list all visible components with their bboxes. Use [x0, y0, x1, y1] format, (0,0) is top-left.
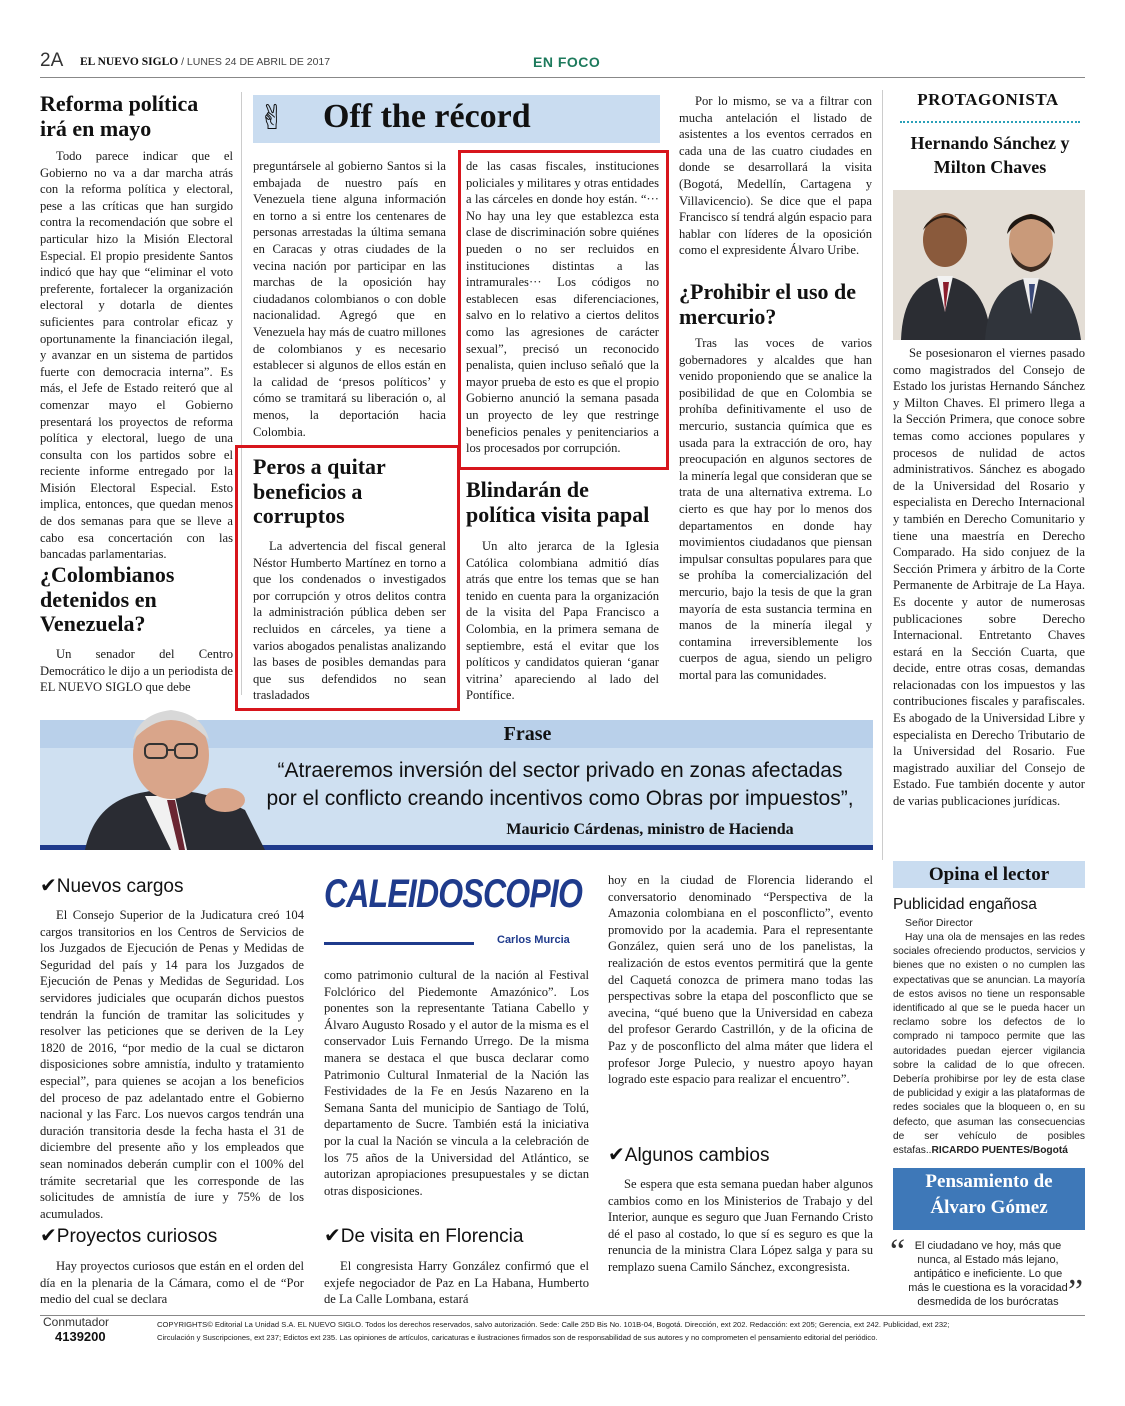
- article-title-colombianos: ¿Colombianos detenidos en Venezuela?: [40, 562, 175, 637]
- conmutador-label: Conmutador: [43, 1315, 110, 1329]
- opina-lector-label: Opina el lector: [928, 864, 1050, 885]
- article-body-venezuela: preguntársele al gobierno Santos si la embajada de nuestro país en Venezuela tiene alguna información en torno a si entre los centenares de personas arrestadas la última semana en Caracas y otras ciudades de la vecina nación por participar en las marchas de la oposición hay ciudadanos colombianos o con doble nacionalidad. Agregó que en Venezuela hay más de cuatro millones de colombianos y es necesario establecer si algunos de ellos están en la calidad de ‘presos políticos’ y cómo se tramitará su liberación o, al menos, la deportación hacia Colombia.: [253, 159, 446, 439]
- article-body-blindaran: Un alto jerarca de la Iglesia Católica colombiana admitió días atrás que entre los temas que se han tenido en cuenta para la organización de la visita del Papa Francisco a Colombia, en la primera semana de septiembre, está el evitar que los políticos y candidatos quieran ‘ganar vitrina’ apareciendo al lado del Pontífice.: [466, 539, 659, 703]
- frase-author: Mauricio Cárdenas, ministro de Hacienda: [506, 821, 794, 838]
- nuevos-cargos-body: El Consejo Superior de la Judicatura creó 104 cargos transitorios en los Centros de Servicios de los Juzgados de Ejecución de Penas y Medidas de Seguridad del país y 14 para los Juzgados de Ejecución de Penas y Medidas de Seguridad. Los servidores judiciales que ocuparán dichos puestos tendrán la función de tramitar las solicitudes y resolver las peticiones que se deriven de la Ley 1820 de 2016, “por medio de la cual se dictaron disposiciones sobre amnistía, indulto y tratamiento especial”, para quienes se acojan a los beneficios del proceso de paz adelantado entre el Gobierno nacional y las Farc. Los nuevos cargos tendrán una duración transitoria desde la fecha hasta el 31 de diciembre del presente año y los empleados que sean nominados deberán cumplir con el 100% del trámite secretarial que les corresponde de las solicitudes de amnistía de iure y 75% de los acumulados.: [40, 908, 304, 1221]
- checkmark-icon: ✔: [40, 873, 57, 897]
- frase-quote-line1: “Atraeremos inversión del sector privado en zonas afectadas: [277, 759, 843, 782]
- article-body-mercurio: Tras las voces de varios gobernadores y alcaldes que han venido proponiendo que se analice la posibilidad de que en Colombia se prohíba definitivamente el uso de mercurio, sustancia química que es usada para la extracción de oro, hay preocupación en algunos sectores de la minería legal que consideran que se trata de una alternativa extrema. Lo cierto es que hay por lo menos dos departamentos en donde hay movimientos ciudadanos que piensan impulsar consultas populares para que se prohíba la comercialización del mercurio, bajo la tesis de que la gran mayoría de esta sustancia termina en manos de la minería ilegal y contamina irreversiblemente los cuerpos de agua, siendo un peligro mortal para las comunidades.: [679, 336, 872, 682]
- copyright-line1: COPYRIGHTS© Editorial La Unidad S.A. EL NUEVO SIGLO. Todos los derechos reservados, salvo autorización. Sede: Calle 25D Bis No. 101B-04, Bogotá. Dirección, ext 202. Redacción: ext 205; Gerencia, ext 242. Publicidad, ext 232;: [157, 1320, 950, 1329]
- letter-signature: RICARDO PUENTES/Bogotá: [931, 1145, 1068, 1157]
- article-body-peros: La advertencia del fiscal general Néstor Humberto Martínez en torno a que los condenados o investigados por corrupción y otros delitos contra la administración pública deben ser recluidos en cárceles, ya tiene a varios abogados penalistas analizando las bases de posibles demandas para que sus defendidos no sean trasladados: [253, 539, 446, 703]
- protagonista-photo: [893, 190, 1085, 340]
- checkmark-icon: ✔: [324, 1223, 341, 1247]
- algunos-cambios-heading: ✔Algunos cambios: [608, 1142, 770, 1166]
- issue-date: / LUNES 24 DE ABRIL DE 2017: [181, 56, 331, 68]
- section-label: EN FOCO: [533, 54, 601, 70]
- visita-florencia-heading: ✔De visita en Florencia: [324, 1223, 524, 1247]
- minister-portrait: [75, 700, 290, 850]
- article-body-reforma: Todo parece indicar que el Gobierno no va a dar marcha atrás con la reforma política y electoral, pese a las críticas que han surgido contra la recomendación que sobre el particular hizo la Misión Electoral Especial. El propio presidente Santos indicó que hay que “eliminar el voto preferente, fortalecer la organización electoral y dotarla de dientes suficientes para controlar eficaz y oportunamente la financiación ilegal, y avanzar en un sistema de partidos fuerte con democracia interna”. Es más, el Jefe de Estado reiteró que al comenzar mayo el Gobierno presentará los proyectos de reforma política y electoral, luego de una consulta con los partidos sobre el reciente informe entregado por la Misión Electoral Especial. Esto implica, entonces, que quedan menos de dos semanas para que se lleve a cabo esa concertación con las bancadas parlamentarias.: [40, 149, 233, 562]
- article-title-reforma: Reforma política irá en mayo: [40, 91, 199, 141]
- columnist-name: Carlos Murcia: [497, 934, 570, 946]
- article-body-casas-fiscales: de las casas fiscales, instituciones policiales y militares y otras entidades a las cárceles en donde hoy están. “··· No hay una ley que establezca esta clase de discriminación sobre quiénes pueden o no ser recluidos en instituciones distintas a las intramurales··· Los códigos no establecen esas diferenciaciones, salvo en lo relativo a ciertos delitos como las agresiones de carácter sexual”, precisó un reconocido penalista, quien incluso señaló que la mayor prueba de esto es que el propio Gobierno anunció la semana pasada un proyecto de ley que restringe beneficios penales y penitenciarios a los procesados por corrupción.: [466, 159, 659, 456]
- letter-body: Hay una ola de mensajes en las redes sociales ofreciendo productos, servicios y bienes que no existen o no cumplen las expectativas que se anuncian. La mayoría de estos avisos no tiene un responsable identificado al que se le pueda hacer un reclamo sobre los defectos de lo comprado ni tampoco permite que las autoridades puedan ejercer vigilancia sobre la calidad de lo que ofrecen. Debería prohibirse por ley de esta clase de publicidad y exigir a las plataformas de redes sociales que la bloqueen o, en su defecto, que asuman las consecuencias de ser vehículo de posibles estafas..RICARDO PUENTES/Bogotá: [893, 932, 1085, 1157]
- letter-title: Publicidad engañosa: [893, 896, 1037, 913]
- protagonista-body: Se posesionaron el viernes pasado como magistrados del Consejo de Estado los juristas Hernando Sánchez y Milton Chaves. El primero llega a la Sección Primera, que conoce sobre temas como acciones populares y procesos de nulidad de actos administrativos. Sánchez es abogado de la Universidad del Rosario y especialista en Derecho Internacional y también en Derecho Comunitario y tiene una maestría en Derecho Comparado. Ha sido conjuez de la Sección Primera y árbitro de la Corte Permanente de Arbitraje de La Haya. Es docente y autor de numerosas publicaciones sobre Derecho Internacional. Entretanto Chaves estará en la Sección Cuarta, que decide, entre otras cosas, demandas relacionadas con los impuestos y las contribuciones fiscales y parafiscales. Es abogado de la Universidad Libre y especialista en Derecho Tributario de la Universidad del Rosario. Fue magistrado auxiliar del Consejo de Estado. Fue también docente y autor de varias publicaciones jurídicas.: [893, 346, 1085, 809]
- masthead-name: [80, 56, 330, 68]
- algunos-cambios-body: Se espera que esta semana puedan haber algunos cambios como en los Ministerios de Trabajo y del Interior, aunque es seguro que Juan Fernando Cristo dé el paso al costado, lo que sí es seguro es que la renuncia de la ministra Clara López salga y para su remplazo suena Camilo Sánchez, excongresista.: [608, 1177, 873, 1274]
- visita-florencia-body: El congresista Harry González confirmó que el exjefe negociador de Paz en La Habana, Humberto de La Calle Lombana, estará: [324, 1259, 589, 1307]
- nuevos-cargos-heading: ✔Nuevos cargos: [40, 873, 184, 897]
- dotted-divider: [900, 121, 1080, 123]
- florencia-continued-body: hoy en la ciudad de Florencia liderando el conversatorio denominado “Perspectiva de la Amazonia colombiana en el posconflicto”, evento promovido por la academia. Para el representante González, quien será uno de los panelistas, la realización de estos eventos permitirá que la gente del Caquetá conozca de primera mano todas las perspectivas sobre la etapa del posconflicto que se avecina, “qué bueno que la Universidad en cabeza del profesor Gerardo Castrillón, y de la oficina de Paz y de posconflicto del alma máter que lidera el profesor Jorge Pulecio, y nuestro apoyo hayan logrado este espacio para realizar el encuentro”.: [608, 873, 873, 1087]
- pensamiento-label-line1: Pensamiento de: [925, 1171, 1053, 1192]
- checkmark-icon: ✔: [608, 1142, 625, 1166]
- open-quote-icon: “: [890, 1233, 906, 1270]
- frase-label: Frase: [503, 723, 552, 745]
- header-rule: [40, 77, 1085, 78]
- copyright-line2: Circulación y Suscripciones, ext 237; Edictos ext 235. Las opiniones de artículos, caricaturas e ilustraciones firmados son de responsabilidad de sus autores y no comprometen el pensamiento editorial del periódico.: [157, 1333, 878, 1342]
- pensamiento-quote: El ciudadano ve hoy, más que nunca, al Estado más lejano, antipático e ineficiente. Lo que más le cuestiona es la voracidad desmedida de los burócratas: [908, 1240, 1068, 1308]
- letter-greeting: Señor Director: [905, 917, 973, 929]
- footer-rule: [40, 1315, 1085, 1316]
- frase-quote-line2: por el conflicto creando incentivos como Obras por impuestos”,: [266, 787, 854, 810]
- proyectos-curiosos-body: Hay proyectos curiosos que están en el orden del día en la plenaria de la Cámara, como el de “Por medio del cual se declara: [40, 1259, 304, 1307]
- caleidoscopio-rule: [324, 942, 474, 945]
- conmutador-phone: 4139200: [55, 1329, 106, 1344]
- close-quote-icon: ”: [1068, 1273, 1084, 1310]
- article-title-blindaran: Blindarán de política visita papal: [466, 477, 650, 527]
- protagonista-label: PROTAGONISTA: [917, 90, 1059, 109]
- protagonista-names: Hernando Sánchez y Milton Chaves: [910, 133, 1070, 177]
- off-the-record-title: Off the récord: [323, 98, 531, 135]
- article-title-peros: Peros a quitar beneficios a corruptos: [253, 454, 386, 529]
- page-number: 2A: [40, 50, 64, 71]
- article-body-filtrar: Por lo mismo, se va a filtrar con mucha antelación el listado de asistentes a los eventos cerrados en cada una de las cuatro ciudades en donde se desarrollará la visita (Bogotá, Medellín, Cartagena y Villavicencio). Se dice que el papa Francisco sí tendrá algún espacio para hablar con líderes de la oposición como el expresidente Álvaro Uribe.: [679, 94, 872, 258]
- caleidoscopio-logo: CALEIDOSCOPIO: [324, 872, 583, 916]
- proyectos-curiosos-heading: ✔Proyectos curiosos: [40, 1223, 218, 1247]
- checkmark-icon: ✔: [40, 1223, 57, 1247]
- article-body-colombianos: Un senador del Centro Democrático le dijo a un periodista de EL NUEVO SIGLO que debe: [40, 647, 233, 695]
- caleidoscopio-body: como patrimonio cultural de la nación al Festival Folclórico del Piedemonte Amazónico”. Los ponentes son la representante Tatiana Cabello y Álvaro Augusto Rosado y el autor de la misma es el conservador Luis Fernando Urrego. De la misma manera se destaca el que busca declarar como Patrimonio Cultural Inmaterial de la Nación las Festividades de la Fe en Jesús Nazareno en la Semana Santa del municipio de Santiago de Tolú, departamento de Sucre. También está la iniciativa por la cual la Nación se vincula a la celebración de los 75 años de la Universidad del Atlántico, se autorizan apropiaciones presupuestales y se dictan otras disposiciones.: [324, 968, 589, 1198]
- article-title-mercurio: ¿Prohibir el uso de mercurio?: [679, 279, 857, 329]
- pensamiento-label-line2: Álvaro Gómez: [930, 1197, 1048, 1218]
- paper-name: EL NUEVO SIGLO: [80, 56, 179, 68]
- victory-hand-icon: ✌: [258, 98, 287, 138]
